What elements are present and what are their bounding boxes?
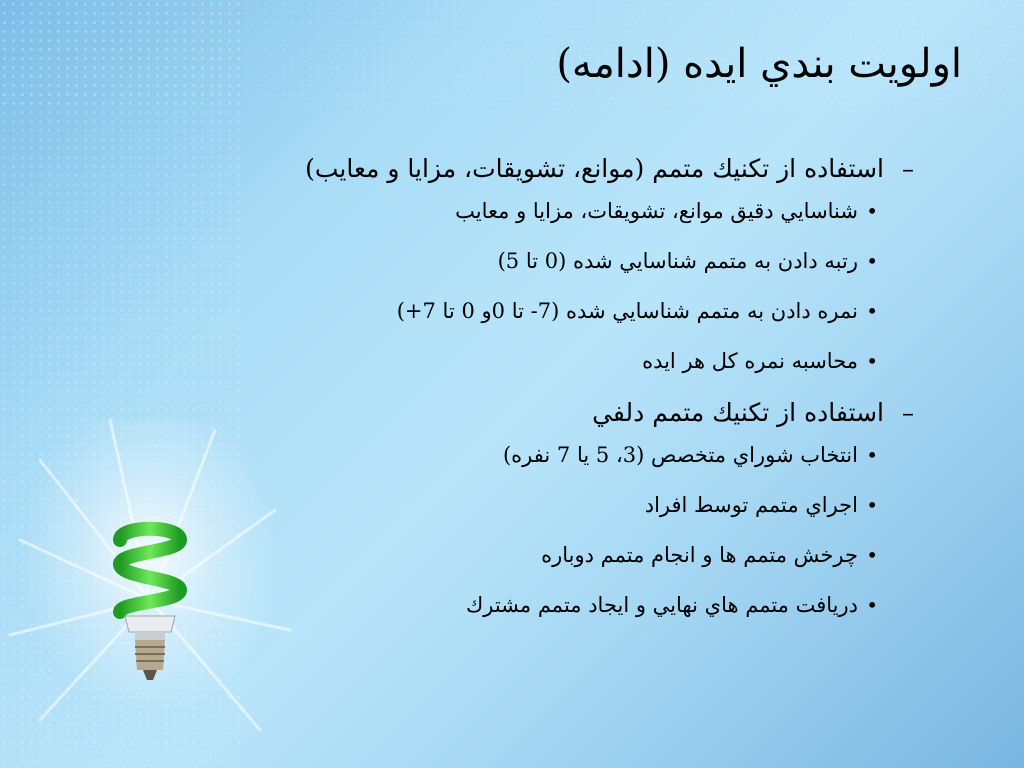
bullet-text: اجراي متمم توسط افراد: [644, 493, 858, 517]
section-1-heading: [94, 152, 914, 186]
bullet-icon: •: [866, 199, 878, 223]
slide-title: اولويت بندي ايده (ادامه): [556, 41, 962, 87]
slide-content: [94, 140, 914, 640]
bullet-text: نمره دادن به متمم شناسايي شده (7- تا 0و 0 تا 7+): [396, 299, 858, 323]
bullet-text: دريافت متمم هاي نهايي و ايجاد متمم مشترك: [465, 593, 858, 617]
section-text: استفاده از تكنيك متمم دلفي: [592, 398, 884, 427]
bullet-icon: •: [866, 349, 878, 373]
bullet-icon: •: [866, 299, 878, 323]
bullet-text: رتبه دادن به متمم شناسايي شده (0 تا 5): [497, 249, 858, 273]
bullet-icon: •: [866, 443, 878, 467]
bullet-icon: •: [866, 593, 878, 617]
bullet-text: چرخش متمم ها و انجام متمم دوباره: [541, 543, 858, 567]
bullet-icon: •: [866, 493, 878, 517]
bullet-item: [94, 590, 914, 620]
bullet-icon: •: [866, 249, 878, 273]
dash-marker: –: [902, 399, 914, 427]
bullet-text: شناسايي دقيق موانع، تشويقات، مزايا و معايب: [455, 199, 858, 223]
section-2-heading: [94, 396, 914, 430]
section-text: استفاده از تكنيك متمم (موانع، تشويقات، مزايا و معايب): [305, 154, 884, 183]
bullet-text: انتخاب شوراي متخصص (3، 5 يا 7 نفره): [502, 443, 858, 467]
bullet-item: [94, 246, 914, 276]
bullet-icon: •: [866, 543, 878, 567]
bullet-item: [94, 440, 914, 470]
bullet-text: محاسبه نمره كل هر ايده: [642, 349, 858, 373]
bullet-item: [94, 540, 914, 570]
bullet-item: [94, 346, 914, 376]
bullet-item: [94, 196, 914, 226]
bullet-item: [94, 490, 914, 520]
dash-marker: –: [902, 155, 914, 183]
bullet-item: [94, 296, 914, 326]
